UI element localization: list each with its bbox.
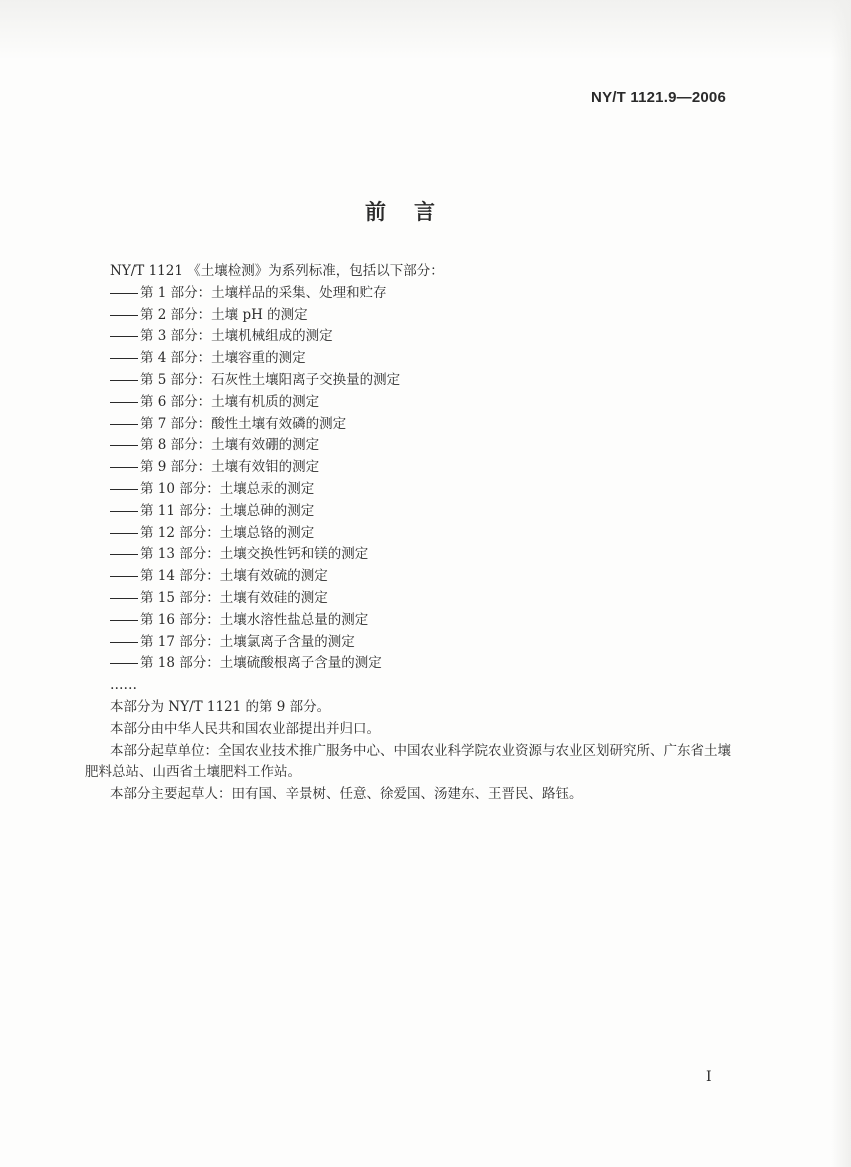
scan-shade xyxy=(0,0,851,60)
em-dash xyxy=(110,467,138,468)
list-item: 第 4 部分：土壤容重的测定 xyxy=(85,348,735,370)
em-dash xyxy=(110,445,138,446)
list-item: 第 6 部分：土壤有机质的测定 xyxy=(85,392,735,414)
paragraph-part-number: 本部分为 NY/T 1121 的第 9 部分。 xyxy=(110,698,331,715)
list-item: 第 2 部分：土壤 pH 的测定 xyxy=(85,305,735,327)
em-dash xyxy=(110,511,138,512)
em-dash xyxy=(110,576,138,577)
em-dash xyxy=(110,533,138,534)
em-dash xyxy=(110,424,138,425)
em-dash xyxy=(110,663,138,664)
list-item: 第 16 部分：土壤水溶性盐总量的测定 xyxy=(85,610,735,632)
em-dash xyxy=(110,642,138,643)
standard-code: NY/T 1121.9—2006 xyxy=(591,89,726,106)
intro-line: NY/T 1121 《土壤检测》为系列标准，包括以下部分： xyxy=(110,263,444,279)
list-item: 第 17 部分：土壤氯离子含量的测定 xyxy=(85,632,735,654)
em-dash xyxy=(110,489,138,490)
em-dash xyxy=(110,402,138,403)
list-item: 第 3 部分：土壤机械组成的测定 xyxy=(85,326,735,348)
paragraph-proposer: 本部分由中华人民共和国农业部提出并归口。 xyxy=(110,720,380,737)
page-title: 前言 xyxy=(365,200,463,224)
list-item: 第 14 部分：土壤有效硫的测定 xyxy=(85,566,735,588)
parts-list xyxy=(85,283,735,675)
list-item: 第 11 部分：土壤总砷的测定 xyxy=(85,501,735,523)
list-item: 第 18 部分：土壤硫酸根离子含量的测定 xyxy=(85,653,735,675)
preface-body xyxy=(85,261,735,806)
paragraph-drafters: 本部分主要起草人：田有国、辛景树、任意、徐爱国、汤建东、王晋民、路钰。 xyxy=(110,786,583,803)
list-item: 第 7 部分：酸性土壤有效磷的测定 xyxy=(85,414,735,436)
list-item: 第 10 部分：土壤总汞的测定 xyxy=(85,479,735,501)
em-dash xyxy=(110,336,138,337)
list-item: 第 5 部分：石灰性土壤阳离子交换量的测定 xyxy=(85,370,735,392)
em-dash xyxy=(110,293,138,294)
em-dash xyxy=(110,554,138,555)
list-item: 第 15 部分：土壤有效硅的测定 xyxy=(85,588,735,610)
page-number: I xyxy=(706,1069,712,1085)
em-dash xyxy=(110,620,138,621)
paragraph-drafting-units: 本部分起草单位：全国农业技术推广服务中心、中国农业科学院农业资源与农业区划研究所、广东省土壤肥料总站、山西省土壤肥料工作站。 xyxy=(85,742,731,781)
em-dash xyxy=(110,598,138,599)
list-item: 第 8 部分：土壤有效硼的测定 xyxy=(85,435,735,457)
em-dash xyxy=(110,315,138,316)
scan-edge xyxy=(831,0,851,1167)
list-item: 第 12 部分：土壤总铬的测定 xyxy=(85,523,735,545)
list-item: 第 1 部分：土壤样品的采集、处理和贮存 xyxy=(85,283,735,305)
em-dash xyxy=(110,358,138,359)
em-dash xyxy=(110,380,138,381)
list-item: 第 13 部分：土壤交换性钙和镁的测定 xyxy=(85,544,735,566)
ellipsis: …… xyxy=(110,677,137,694)
list-item: 第 9 部分：土壤有效钼的测定 xyxy=(85,457,735,479)
